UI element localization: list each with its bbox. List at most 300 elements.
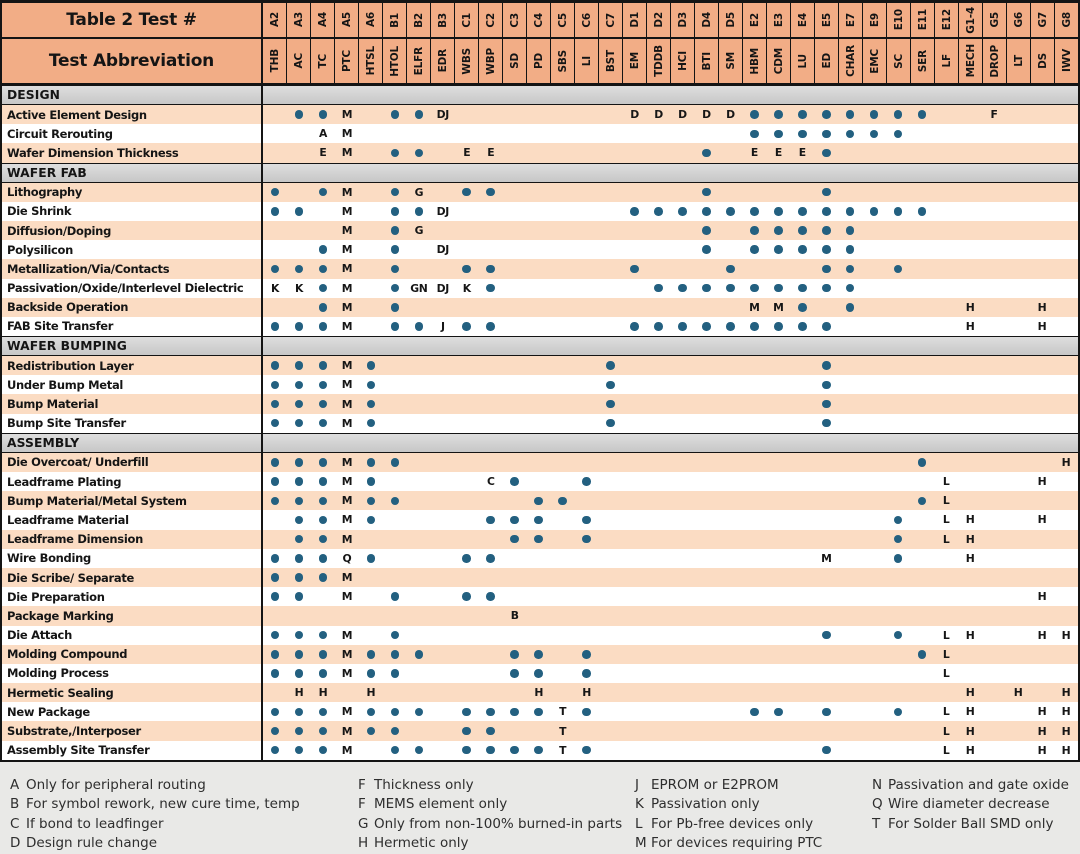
- dot-mark: [606, 419, 615, 428]
- letter-mark: H: [1037, 319, 1047, 333]
- col-header-label: E9: [868, 12, 881, 28]
- cell-assembly-site-transfer-e11: [910, 741, 934, 760]
- cell-die-scribe-separate-c5: [551, 568, 575, 587]
- letter-mark: M: [341, 532, 353, 546]
- cell-polysilicon-a4: [311, 240, 335, 259]
- dot-mark: [271, 573, 280, 582]
- row-label: New Package: [2, 702, 263, 721]
- col-header-label: C5: [556, 12, 569, 28]
- cell-bump-material-a6: [359, 394, 383, 413]
- cell-diffusion-doping-b3: [431, 221, 455, 240]
- cell-wafer-dimension-thickness-c7: [599, 143, 623, 162]
- cell-molding-process-a4: [311, 664, 335, 683]
- cell-die-scribe-separate-c4: [527, 568, 551, 587]
- cell-substrate-interposer-e7: [838, 721, 862, 740]
- cell-circuit-rerouting-b1: [383, 124, 407, 143]
- row-bump-site-transfer: [2, 414, 1078, 433]
- dot-mark: [391, 322, 400, 331]
- cell-passivation-oxide-interlevel-dielectric-c4: [527, 279, 551, 298]
- cell-bump-material-metal-system-e4: [790, 491, 814, 510]
- cell-diffusion-doping-d4: [694, 221, 718, 240]
- cell-backside-operation-b1: [383, 298, 407, 317]
- cell-metallization-via-contacts-e4: [790, 259, 814, 278]
- cell-leadframe-plating-c4: [527, 472, 551, 491]
- dot-mark: [798, 207, 807, 216]
- cell-bump-material-metal-system-a3: [287, 491, 311, 510]
- row-die-attach: [2, 626, 1078, 645]
- section-fill: [263, 86, 1078, 104]
- dot-mark: [271, 497, 280, 506]
- col-header-label: C6: [580, 12, 593, 28]
- col-header-b1: [383, 3, 407, 39]
- cell-die-scribe-separate-e10: [886, 568, 910, 587]
- dot-mark: [462, 188, 471, 197]
- cell-diffusion-doping-b1: [383, 221, 407, 240]
- cell-leadframe-dimension-c3: [503, 530, 527, 549]
- cell-new-package-a2: [263, 702, 287, 721]
- cell-redistribution-layer-d1: [623, 356, 647, 375]
- cell-leadframe-material-g6: [1006, 510, 1030, 529]
- cell-bump-site-transfer-e12: [934, 414, 958, 433]
- col-header-label: B1: [388, 12, 401, 28]
- row-lithography: [2, 183, 1078, 202]
- cell-leadframe-dimension-e10: [886, 530, 910, 549]
- cell-assembly-site-transfer-d1: [623, 741, 647, 760]
- row-cells: [263, 240, 1078, 259]
- cell-circuit-rerouting-b2: [407, 124, 431, 143]
- cell-die-attach-c2: [479, 626, 503, 645]
- cell-lithography-g8: [1054, 183, 1078, 202]
- cell-leadframe-dimension-b2: [407, 530, 431, 549]
- cell-leadframe-material-c5: [551, 510, 575, 529]
- cell-polysilicon-e7: [838, 240, 862, 259]
- abbr-header-label: TC: [316, 53, 329, 69]
- dot-mark: [295, 110, 304, 119]
- cell-die-overcoat-underfill-c6: [575, 453, 599, 472]
- cell-polysilicon-e5: [814, 240, 838, 259]
- cell-lithography-g1-4: [958, 183, 982, 202]
- letter-mark: H: [965, 300, 975, 314]
- dot-mark: [774, 207, 783, 216]
- letter-mark: J: [440, 319, 445, 333]
- row-label: Die Shrink: [2, 202, 263, 221]
- dot-mark: [894, 708, 903, 717]
- cell-package-marking-b2: [407, 606, 431, 625]
- abbr-header-label: SD: [508, 53, 521, 69]
- cell-die-attach-e11: [910, 626, 934, 645]
- cell-circuit-rerouting-e2: [742, 124, 766, 143]
- cell-die-shrink-e2: [742, 202, 766, 221]
- dot-mark: [319, 727, 328, 736]
- cell-leadframe-material-d1: [623, 510, 647, 529]
- cell-molding-compound-d5: [718, 645, 742, 664]
- cell-die-overcoat-underfill-e3: [766, 453, 790, 472]
- cell-leadframe-dimension-e3: [766, 530, 790, 549]
- cell-leadframe-plating-b1: [383, 472, 407, 491]
- cell-redistribution-layer-d4: [694, 356, 718, 375]
- dot-mark: [846, 226, 855, 235]
- cell-substrate-interposer-e2: [742, 721, 766, 740]
- dot-mark: [750, 245, 759, 254]
- dot-mark: [534, 516, 543, 525]
- cell-leadframe-dimension-d5: [718, 530, 742, 549]
- dot-mark: [462, 708, 471, 717]
- cell-die-attach-b2: [407, 626, 431, 645]
- dot-mark: [702, 322, 711, 331]
- cell-new-package-a6: [359, 702, 383, 721]
- cell-bump-material-d2: [647, 394, 671, 413]
- cell-bump-material-metal-system-b1: [383, 491, 407, 510]
- cell-metallization-via-contacts-c7: [599, 259, 623, 278]
- row-circuit-rerouting: [2, 124, 1078, 143]
- cell-redistribution-layer-c5: [551, 356, 575, 375]
- cell-leadframe-plating-e4: [790, 472, 814, 491]
- row-wire-bonding: [2, 549, 1078, 568]
- cell-new-package-e7: [838, 702, 862, 721]
- dot-mark: [462, 554, 471, 563]
- legend-item: [872, 815, 1080, 835]
- legend-item: [10, 834, 358, 854]
- cell-circuit-rerouting-e5: [814, 124, 838, 143]
- dot-mark: [702, 149, 711, 158]
- letter-mark: D: [630, 108, 639, 122]
- cell-new-package-c7: [599, 702, 623, 721]
- row-label: Redistribution Layer: [2, 356, 263, 375]
- row-label: Under Bump Metal: [2, 375, 263, 394]
- row-cells: [263, 414, 1078, 433]
- abbr-header-ptc: [335, 39, 359, 85]
- cell-molding-process-g6: [1006, 664, 1030, 683]
- letter-mark: DJ: [436, 243, 449, 257]
- cell-die-preparation-g6: [1006, 587, 1030, 606]
- dot-mark: [367, 727, 376, 736]
- abbr-header-em: [623, 39, 647, 85]
- dot-mark: [391, 727, 400, 736]
- abbr-header-emc: [863, 39, 887, 85]
- cell-leadframe-material-b1: [383, 510, 407, 529]
- col-header-b3: [431, 3, 455, 39]
- cell-backside-operation-e9: [862, 298, 886, 317]
- cell-leadframe-dimension-c1: [455, 530, 479, 549]
- col-header-e10: [887, 3, 911, 39]
- cell-new-package-d5: [718, 702, 742, 721]
- cell-leadframe-plating-d5: [718, 472, 742, 491]
- cell-bump-site-transfer-d1: [623, 414, 647, 433]
- cell-polysilicon-c5: [551, 240, 575, 259]
- dot-mark: [295, 554, 304, 563]
- cell-polysilicon-d2: [647, 240, 671, 259]
- cell-assembly-site-transfer-g5: [982, 741, 1006, 760]
- cell-die-shrink-g1-4: [958, 202, 982, 221]
- cell-backside-operation-c4: [527, 298, 551, 317]
- cell-molding-process-e9: [862, 664, 886, 683]
- letter-mark: M: [341, 359, 353, 373]
- legend-text: Passivation only: [651, 796, 760, 813]
- letter-mark: H: [294, 686, 304, 700]
- cell-leadframe-material-a3: [287, 510, 311, 529]
- dot-mark: [486, 554, 495, 563]
- legend-column-3: [635, 776, 872, 854]
- row-label: Leadframe Plating: [2, 472, 263, 491]
- cell-circuit-rerouting-c7: [599, 124, 623, 143]
- cell-die-scribe-separate-b1: [383, 568, 407, 587]
- dot-mark: [367, 381, 376, 390]
- cell-die-overcoat-underfill-g6: [1006, 453, 1030, 472]
- cell-substrate-interposer-d2: [647, 721, 671, 740]
- cell-die-attach-e10: [886, 626, 910, 645]
- letter-mark: DJ: [436, 108, 449, 122]
- legend-item: [635, 795, 872, 815]
- cell-substrate-interposer-g6: [1006, 721, 1030, 740]
- abbreviation-headers: [263, 39, 1078, 85]
- cell-backside-operation-d3: [670, 298, 694, 317]
- letter-mark: K: [294, 281, 303, 295]
- cell-fab-site-transfer-g5: [982, 317, 1006, 336]
- dot-mark: [271, 361, 280, 370]
- abbr-header-ser: [911, 39, 935, 85]
- dot-mark: [367, 458, 376, 467]
- cell-bump-material-metal-system-g7: [1030, 491, 1054, 510]
- dot-mark: [319, 400, 328, 409]
- cell-die-overcoat-underfill-d4: [694, 453, 718, 472]
- cell-molding-process-b2: [407, 664, 431, 683]
- row-label: Bump Site Transfer: [2, 414, 263, 433]
- dot-mark: [894, 535, 903, 544]
- cell-substrate-interposer-c6: [575, 721, 599, 740]
- cell-leadframe-material-g8: [1054, 510, 1078, 529]
- dot-mark: [510, 516, 519, 525]
- legend-text: EPROM or E2PROM: [651, 776, 779, 793]
- row-molding-compound: [2, 645, 1078, 664]
- cell-redistribution-layer-e5: [814, 356, 838, 375]
- dot-mark: [319, 477, 328, 486]
- cell-active-element-design-g7: [1030, 105, 1054, 124]
- row-cells: [263, 530, 1078, 549]
- legend-key: F: [358, 776, 366, 793]
- cell-circuit-rerouting-a6: [359, 124, 383, 143]
- cell-molding-compound-d3: [670, 645, 694, 664]
- legend-key: C: [10, 815, 20, 832]
- cell-bump-material-g7: [1030, 394, 1054, 413]
- abbr-header-label: HCI: [676, 51, 689, 71]
- cell-bump-material-metal-system-c7: [599, 491, 623, 510]
- row-cells: [263, 298, 1078, 317]
- section-header-wafer-bumping: [2, 336, 1078, 356]
- legend-key: Q: [872, 796, 883, 813]
- row-fab-site-transfer: [2, 317, 1078, 336]
- cell-leadframe-plating-c3: [503, 472, 527, 491]
- cell-substrate-interposer-c1: [455, 721, 479, 740]
- cell-package-marking-e2: [742, 606, 766, 625]
- cell-bump-material-metal-system-g1-4: [958, 491, 982, 510]
- cell-package-marking-d1: [623, 606, 647, 625]
- cell-leadframe-dimension-d1: [623, 530, 647, 549]
- cell-diffusion-doping-e12: [934, 221, 958, 240]
- cell-die-preparation-d4: [694, 587, 718, 606]
- cell-bump-material-e9: [862, 394, 886, 413]
- dot-mark: [774, 110, 783, 119]
- cell-redistribution-layer-b1: [383, 356, 407, 375]
- cell-substrate-interposer-d5: [718, 721, 742, 740]
- col-header-e5: [815, 3, 839, 39]
- cell-passivation-oxide-interlevel-dielectric-g5: [982, 279, 1006, 298]
- row-label: Bump Material/Metal System: [2, 491, 263, 510]
- dot-mark: [678, 207, 687, 216]
- cell-die-scribe-separate-e7: [838, 568, 862, 587]
- cell-bump-material-a2: [263, 394, 287, 413]
- col-header-d5: [719, 3, 743, 39]
- cell-under-bump-metal-d3: [670, 375, 694, 394]
- row-cells: [263, 721, 1078, 740]
- cell-passivation-oxide-interlevel-dielectric-b1: [383, 279, 407, 298]
- cell-assembly-site-transfer-c4: [527, 741, 551, 760]
- cell-leadframe-plating-d4: [694, 472, 718, 491]
- cell-assembly-site-transfer-e5: [814, 741, 838, 760]
- cell-fab-site-transfer-d1: [623, 317, 647, 336]
- legend-text: Only for peripheral routing: [26, 776, 206, 793]
- legend-key: N: [872, 776, 883, 793]
- dot-mark: [462, 746, 471, 755]
- dot-mark: [295, 727, 304, 736]
- cell-lithography-d2: [647, 183, 671, 202]
- cell-polysilicon-d3: [670, 240, 694, 259]
- letter-mark: M: [341, 185, 353, 199]
- cell-die-preparation-e12: [934, 587, 958, 606]
- cell-fab-site-transfer-c7: [599, 317, 623, 336]
- dot-mark: [774, 130, 783, 139]
- cell-hermetic-sealing-g7: [1030, 683, 1054, 702]
- cell-bump-material-metal-system-g8: [1054, 491, 1078, 510]
- dot-mark: [894, 516, 903, 525]
- cell-wafer-dimension-thickness-e10: [886, 143, 910, 162]
- cell-wafer-dimension-thickness-e12: [934, 143, 958, 162]
- col-header-label: C1: [460, 12, 473, 28]
- cell-active-element-design-c4: [527, 105, 551, 124]
- cell-molding-compound-a6: [359, 645, 383, 664]
- cell-hermetic-sealing-e3: [766, 683, 790, 702]
- col-header-label: G7: [1036, 12, 1049, 28]
- dot-mark: [271, 592, 280, 601]
- letter-mark: L: [942, 475, 950, 489]
- cell-polysilicon-g1-4: [958, 240, 982, 259]
- cell-substrate-interposer-b1: [383, 721, 407, 740]
- cell-die-scribe-separate-c7: [599, 568, 623, 587]
- cell-assembly-site-transfer-c1: [455, 741, 479, 760]
- cell-leadframe-dimension-e7: [838, 530, 862, 549]
- cell-polysilicon-g7: [1030, 240, 1054, 259]
- cell-molding-process-e10: [886, 664, 910, 683]
- cell-die-overcoat-underfill-g1-4: [958, 453, 982, 472]
- cell-new-package-e5: [814, 702, 838, 721]
- cell-die-overcoat-underfill-e7: [838, 453, 862, 472]
- dot-mark: [271, 650, 280, 659]
- col-header-label: C4: [532, 12, 545, 28]
- cell-redistribution-layer-d3: [670, 356, 694, 375]
- cell-under-bump-metal-b3: [431, 375, 455, 394]
- abbr-header-label: LU: [796, 53, 809, 69]
- cell-die-attach-d1: [623, 626, 647, 645]
- dot-mark: [750, 110, 759, 119]
- cell-package-marking-c2: [479, 606, 503, 625]
- cell-bump-material-metal-system-d5: [718, 491, 742, 510]
- dot-mark: [319, 573, 328, 582]
- cell-die-overcoat-underfill-e4: [790, 453, 814, 472]
- cell-leadframe-material-c3: [503, 510, 527, 529]
- cell-circuit-rerouting-c1: [455, 124, 479, 143]
- dot-mark: [295, 477, 304, 486]
- cell-package-marking-e11: [910, 606, 934, 625]
- dot-mark: [415, 322, 424, 331]
- cell-redistribution-layer-e10: [886, 356, 910, 375]
- cell-active-element-design-a3: [287, 105, 311, 124]
- col-header-c6: [575, 3, 599, 39]
- cell-wire-bonding-d4: [694, 549, 718, 568]
- cell-molding-compound-g7: [1030, 645, 1054, 664]
- col-header-a5: [335, 3, 359, 39]
- cell-die-overcoat-underfill-c3: [503, 453, 527, 472]
- cell-package-marking-c1: [455, 606, 479, 625]
- cell-circuit-rerouting-c6: [575, 124, 599, 143]
- abbr-header-hci: [671, 39, 695, 85]
- dot-mark: [582, 708, 591, 717]
- cell-bump-material-e5: [814, 394, 838, 413]
- cell-assembly-site-transfer-d4: [694, 741, 718, 760]
- cell-die-scribe-separate-e11: [910, 568, 934, 587]
- section-fill: [263, 337, 1078, 355]
- letter-mark: GN: [410, 281, 428, 295]
- legend-item: [635, 776, 872, 796]
- cell-bump-site-transfer-c3: [503, 414, 527, 433]
- row-cells: [263, 356, 1078, 375]
- row-leadframe-plating: [2, 472, 1078, 491]
- legend-item: [635, 815, 872, 835]
- cell-active-element-design-e11: [910, 105, 934, 124]
- cell-fab-site-transfer-a4: [311, 317, 335, 336]
- dot-mark: [822, 110, 831, 119]
- cell-die-attach-c7: [599, 626, 623, 645]
- cell-wafer-dimension-thickness-e11: [910, 143, 934, 162]
- cell-leadframe-material-b2: [407, 510, 431, 529]
- cell-leadframe-dimension-d2: [647, 530, 671, 549]
- cell-die-shrink-b2: [407, 202, 431, 221]
- cell-leadframe-dimension-e4: [790, 530, 814, 549]
- cell-under-bump-metal-c5: [551, 375, 575, 394]
- cell-die-scribe-separate-d2: [647, 568, 671, 587]
- row-label: Leadframe Material: [2, 510, 263, 529]
- cell-die-attach-e7: [838, 626, 862, 645]
- dot-mark: [822, 265, 831, 274]
- cell-die-attach-b3: [431, 626, 455, 645]
- cell-bump-material-g8: [1054, 394, 1078, 413]
- cell-leadframe-plating-a4: [311, 472, 335, 491]
- letter-mark: H: [965, 551, 975, 565]
- abbr-header-label: CHAR: [844, 45, 857, 77]
- legend-text: Hermetic only: [374, 835, 469, 852]
- cell-wafer-dimension-thickness-e5: [814, 143, 838, 162]
- cell-circuit-rerouting-g6: [1006, 124, 1030, 143]
- row-cells: [263, 394, 1078, 413]
- cell-molding-compound-b1: [383, 645, 407, 664]
- cell-circuit-rerouting-e10: [886, 124, 910, 143]
- cell-die-scribe-separate-c3: [503, 568, 527, 587]
- cell-die-scribe-separate-e2: [742, 568, 766, 587]
- cell-under-bump-metal-e10: [886, 375, 910, 394]
- legend-text: If bond to leadfinger: [26, 815, 164, 832]
- cell-molding-process-d4: [694, 664, 718, 683]
- cell-wafer-dimension-thickness-c3: [503, 143, 527, 162]
- cell-package-marking-d3: [670, 606, 694, 625]
- legend: [0, 762, 1080, 854]
